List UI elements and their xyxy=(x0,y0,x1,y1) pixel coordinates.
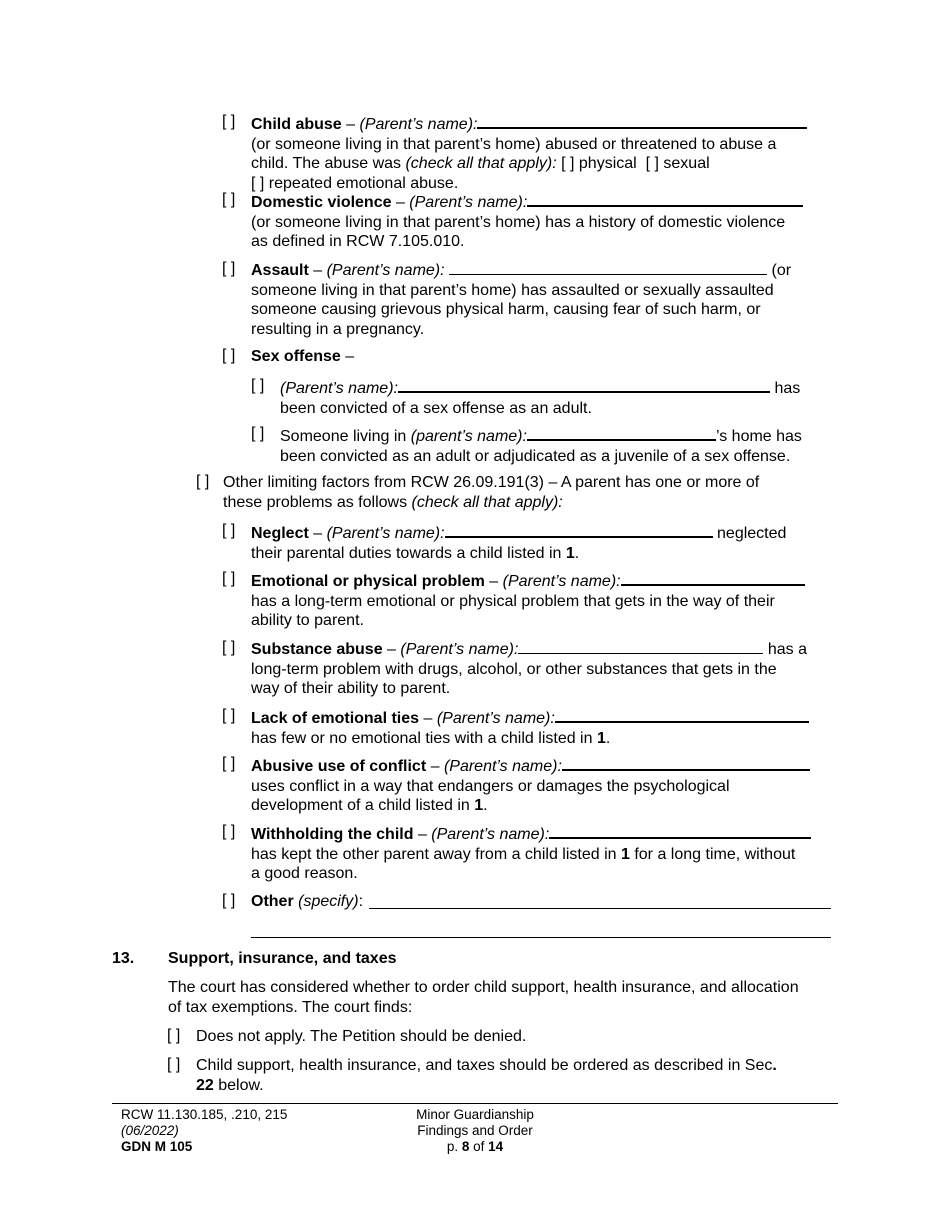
emotional-problem-checkbox[interactable]: [ ] xyxy=(222,570,236,587)
domestic-violence-checkbox[interactable]: [ ] xyxy=(222,191,236,208)
sex-offense-household-parent-name-field[interactable] xyxy=(527,425,716,441)
does-not-apply-checkbox[interactable]: [ ] xyxy=(167,1027,181,1044)
footer-date: (06/2022) xyxy=(121,1123,179,1138)
domestic-violence-item: Domestic violence – (Parent’s name): (or someone living in that parent’s home) has a history of domestic violence as defined in RCW 7.105.010. xyxy=(251,191,851,252)
support-ordered-option: Child support, health insurance, and taxes should be ordered as described in Sec. 22 below. xyxy=(196,1057,777,1094)
substance-abuse-item: Substance abuse – (Parent’s name): has a long-term problem with drugs, alcohol, or other substances that gets in the way of their ability to parent. xyxy=(251,641,807,697)
child-abuse-parent-name-field[interactable] xyxy=(477,113,807,129)
assault-parent-name-field[interactable] xyxy=(449,260,767,275)
footer-statute: RCW 11.130.185, .210, 215 xyxy=(121,1107,288,1122)
child-abuse-item: Child abuse – (Parent’s name): (or someone living in that parent’s home) abused or threatened to abuse a child. The abuse was (check all that apply): [ ] physical [ ] sexual [ ] repeated emotional abuse. xyxy=(251,113,851,193)
other-limiting-factors-item: Other limiting factors from RCW 26.09.191(3) – A parent has one or more of these problems as follows (check all that apply): xyxy=(223,474,760,511)
substance-abuse-checkbox[interactable]: [ ] xyxy=(222,639,236,656)
withholding-child-checkbox[interactable]: [ ] xyxy=(222,823,236,840)
child-abuse-checkbox[interactable]: [ ] xyxy=(222,113,236,130)
physical-checkbox[interactable]: [ ] xyxy=(561,155,575,172)
sex-offense-checkbox[interactable]: [ ] xyxy=(222,347,236,364)
footer-divider xyxy=(112,1103,838,1104)
support-ordered-checkbox[interactable]: [ ] xyxy=(167,1056,181,1073)
sex-offense-parent-name-field[interactable] xyxy=(398,377,770,393)
emotional-ties-parent-name-field[interactable] xyxy=(555,707,809,723)
sex-offense-household-checkbox[interactable]: [ ] xyxy=(251,425,265,442)
footer-left xyxy=(121,1107,287,1155)
footer-title-1: Minor Guardianship xyxy=(416,1107,534,1122)
withholding-child-parent-name-field[interactable] xyxy=(549,823,811,839)
footer-form-number: GDN M 105 xyxy=(121,1139,193,1154)
footer-page-number: p. 8 of 14 xyxy=(446,1139,504,1154)
section-13-paragraph: The court has considered whether to order child support, health insurance, and allocation of tax exemptions. The court finds: xyxy=(168,979,799,1016)
other-checkbox[interactable]: [ ] xyxy=(222,892,236,909)
abusive-conflict-parent-name-field[interactable] xyxy=(562,755,810,771)
sexual-checkbox[interactable]: [ ] xyxy=(645,155,659,172)
footer-center xyxy=(400,1107,550,1155)
neglect-item: Neglect – (Parent’s name): neglected their parental duties towards a child listed in 1. xyxy=(251,522,851,563)
emotional-abuse-checkbox[interactable]: [ ] xyxy=(251,174,265,192)
withholding-child-item: Withholding the child – (Parent’s name): has kept the other parent away from a child listed in 1 for a long time, without a good reason. xyxy=(251,823,851,884)
sex-offense-parent-item: (Parent’s name): has been convicted of a sex offense as an adult. xyxy=(280,377,840,418)
emotional-problem-parent-name-field[interactable] xyxy=(621,570,805,586)
assault-checkbox[interactable]: [ ] xyxy=(222,260,236,277)
neglect-checkbox[interactable]: [ ] xyxy=(222,522,236,539)
section-13-number: 13. xyxy=(112,950,135,967)
sex-offense-item: Sex offense – xyxy=(251,348,355,365)
section-13-heading: Support, insurance, and taxes xyxy=(168,950,397,967)
sex-offense-household-item: Someone living in (parent’s name): ’s home has been convicted as an adult or adjudicated as a juvenile of a sex offense. xyxy=(280,425,850,466)
other-limiting-factors-checkbox[interactable]: [ ] xyxy=(196,473,210,490)
emotional-ties-item: Lack of emotional ties – (Parent’s name): has few or no emotional ties with a child listed in 1. xyxy=(251,707,851,748)
assault-item: Assault – (Parent’s name): (or someone living in that parent’s home) has assaulted or sexually assaulted someone causing grievous physical harm, causing fear of such harm, or resulting in a pregnancy. xyxy=(251,262,792,338)
other-specify-line-1[interactable] xyxy=(369,908,831,909)
neglect-parent-name-field[interactable] xyxy=(445,522,713,538)
substance-abuse-parent-name-field[interactable] xyxy=(518,639,763,654)
abusive-conflict-item: Abusive use of conflict – (Parent’s name): uses conflict in a way that endangers or damages the psychological development of a child listed in 1. xyxy=(251,755,851,816)
does-not-apply-option: Does not apply. The Petition should be denied. xyxy=(196,1028,527,1045)
sex-offense-parent-checkbox[interactable]: [ ] xyxy=(251,377,265,394)
abusive-conflict-checkbox[interactable]: [ ] xyxy=(222,755,236,772)
child-abuse-title: Child abuse xyxy=(251,116,342,133)
domestic-violence-parent-name-field[interactable] xyxy=(527,191,803,207)
other-specify-line-2[interactable] xyxy=(251,937,831,938)
emotional-problem-item: Emotional or physical problem – (Parent’s name): has a long-term emotional or physical problem that gets in the way of their ability to parent. xyxy=(251,570,851,631)
other-item: Other (specify): xyxy=(251,893,364,910)
emotional-ties-checkbox[interactable]: [ ] xyxy=(222,707,236,724)
footer-title-2: Findings and Order xyxy=(417,1123,533,1138)
